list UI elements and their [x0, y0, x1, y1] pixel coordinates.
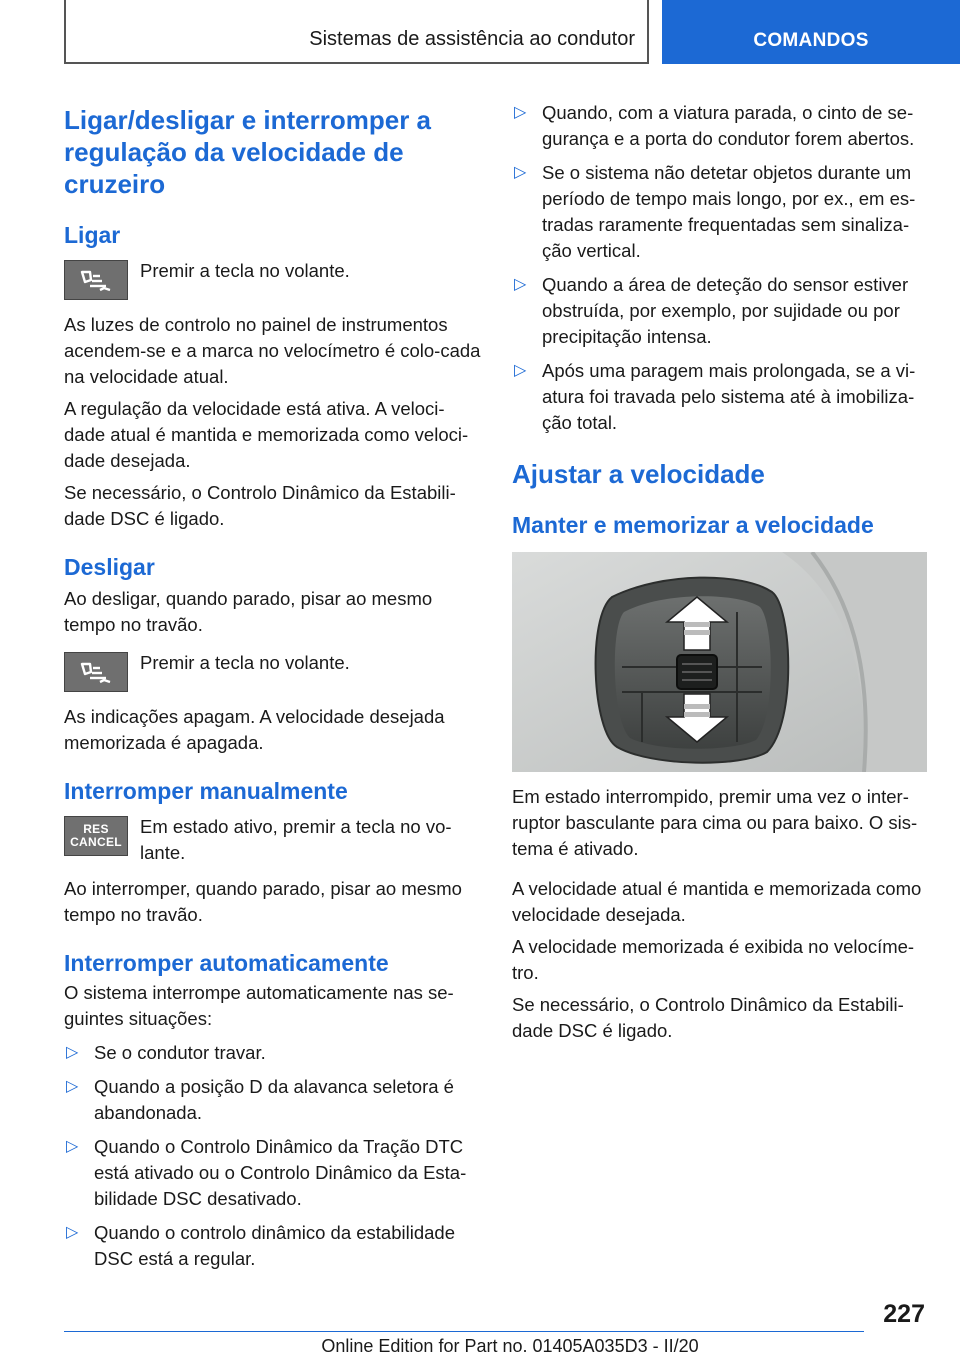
heading-interromper-auto: Interromper automaticamente [64, 950, 389, 976]
triangle-bullet-icon: ▷ [66, 1044, 79, 1061]
cruise-control-key-icon [64, 260, 128, 300]
triangle-bullet-icon: ▷ [514, 104, 527, 121]
triangle-bullet-icon: ▷ [514, 276, 527, 293]
footer-divider [64, 1331, 864, 1332]
ajustar-paragraph-3: A velocidade memorizada é exibida no velocíme-tro. [512, 936, 915, 983]
desligar-paragraph-2: As indicações apagam. A velocidade desejada memorizada é apagada. [64, 706, 445, 753]
key-row-ligar [64, 258, 482, 300]
manual-key-text: Em estado ativo, premir a tecla no vo-lante. [140, 816, 452, 863]
list-item: ▷ Quando o Controlo Dinâmico da Tração DTC está ativado ou o Controlo Dinâmico da Esta-bilidade DSC desativado. [66, 1136, 467, 1209]
list-item: ▷ Se o condutor travar. [64, 1040, 482, 1066]
page-number: 227 [883, 1300, 925, 1328]
header-chapter-tab [662, 0, 960, 64]
cancel-label: CANCEL [70, 835, 122, 849]
key-row-manual [64, 814, 482, 866]
steering-wheel-switch-image [512, 552, 927, 772]
ligar-paragraph-1: As luzes de controlo no painel de instrumentos acendem-se e a marca no velocímetro é colo-cada na velocidade atual. [64, 314, 481, 387]
header-section-title: Sistemas de assistência ao condutor [309, 28, 635, 50]
desligar-key-text: Premir a tecla no volante. [140, 652, 350, 673]
left-column [64, 104, 482, 1272]
triangle-bullet-icon: ▷ [66, 1078, 79, 1095]
list-item: ▷ Quando a posição D da alavanca seletora é abandonada. [66, 1076, 454, 1123]
heading-desligar: Desligar [64, 554, 155, 580]
triangle-bullet-icon: ▷ [514, 164, 527, 181]
list-item: ▷ Após uma paragem mais prolongada, se a vi-atura foi travada pelo sistema até à imobiliza-ção total. [514, 360, 916, 433]
ligar-paragraph-2: A regulação da velocidade está ativa. A veloci-dade atual é mantida e memorizada como veloci-dade desejada. [64, 398, 469, 471]
heading-manter-memorizar: Manter e memorizar a velocidade [512, 512, 874, 538]
header-section-tab [64, 0, 649, 64]
heading-ligar: Ligar [64, 222, 121, 248]
ligar-key-text: Premir a tecla no volante. [140, 260, 350, 281]
list-item: ▷ Quando, com a viatura parada, o cinto de se-gurança e a porta do condutor forem abertos. [514, 102, 915, 149]
ajustar-paragraph-2: A velocidade atual é mantida e memorizada como velocidade desejada. [512, 878, 922, 925]
section-title-ajustar: Ajustar a velocidade [512, 459, 765, 489]
heading-interromper-manual: Interromper manualmente [64, 778, 348, 804]
auto-paragraph-1: O sistema interrompe automaticamente nas se-guintes situações: [64, 982, 454, 1029]
ajustar-paragraph-1: Em estado interrompido, premir uma vez o inter-ruptor basculante para cima ou para baixo. O sis-tema é ativado. [512, 786, 918, 859]
list-item: ▷ Se o sistema não detetar objetos durante um período de tempo mais longo, por ex., em es-tradas raramente frequentadas sem sinaliza-ção vertical. [514, 162, 916, 261]
triangle-bullet-icon: ▷ [66, 1224, 79, 1241]
section-title: Ligar/desligar e interromper a regulação da velocidade de cruzeiro [64, 105, 432, 199]
manual-paragraph-1: Ao interromper, quando parado, pisar ao mesmo tempo no travão. [64, 878, 462, 925]
res-cancel-key-icon [64, 816, 128, 856]
list-item: ▷ Quando o controlo dinâmico da estabilidade DSC está a regular. [66, 1222, 455, 1269]
ligar-paragraph-3: Se necessário, o Controlo Dinâmico da Estabili-dade DSC é ligado. [64, 482, 456, 529]
desligar-paragraph-1: Ao desligar, quando parado, pisar ao mesmo tempo no travão. [64, 588, 433, 635]
cruise-control-key-icon [64, 652, 128, 692]
key-row-desligar [64, 650, 482, 692]
right-column [512, 100, 930, 1044]
res-label: RES [83, 822, 109, 836]
auto-list-continued [512, 100, 930, 436]
triangle-bullet-icon: ▷ [514, 362, 527, 379]
list-item: ▷ Quando a área de deteção do sensor estiver obstruída, por exemplo, por sujidade ou por precipitação intensa. [514, 274, 909, 347]
ajustar-paragraph-4: Se necessário, o Controlo Dinâmico da Estabili-dade DSC é ligado. [512, 994, 904, 1041]
triangle-bullet-icon: ▷ [66, 1138, 79, 1155]
footer-edition: Online Edition for Part no. 01405A035D3 - II/20 [321, 1336, 699, 1356]
auto-list [64, 1040, 482, 1272]
header-chapter-title: COMANDOS [753, 30, 869, 51]
